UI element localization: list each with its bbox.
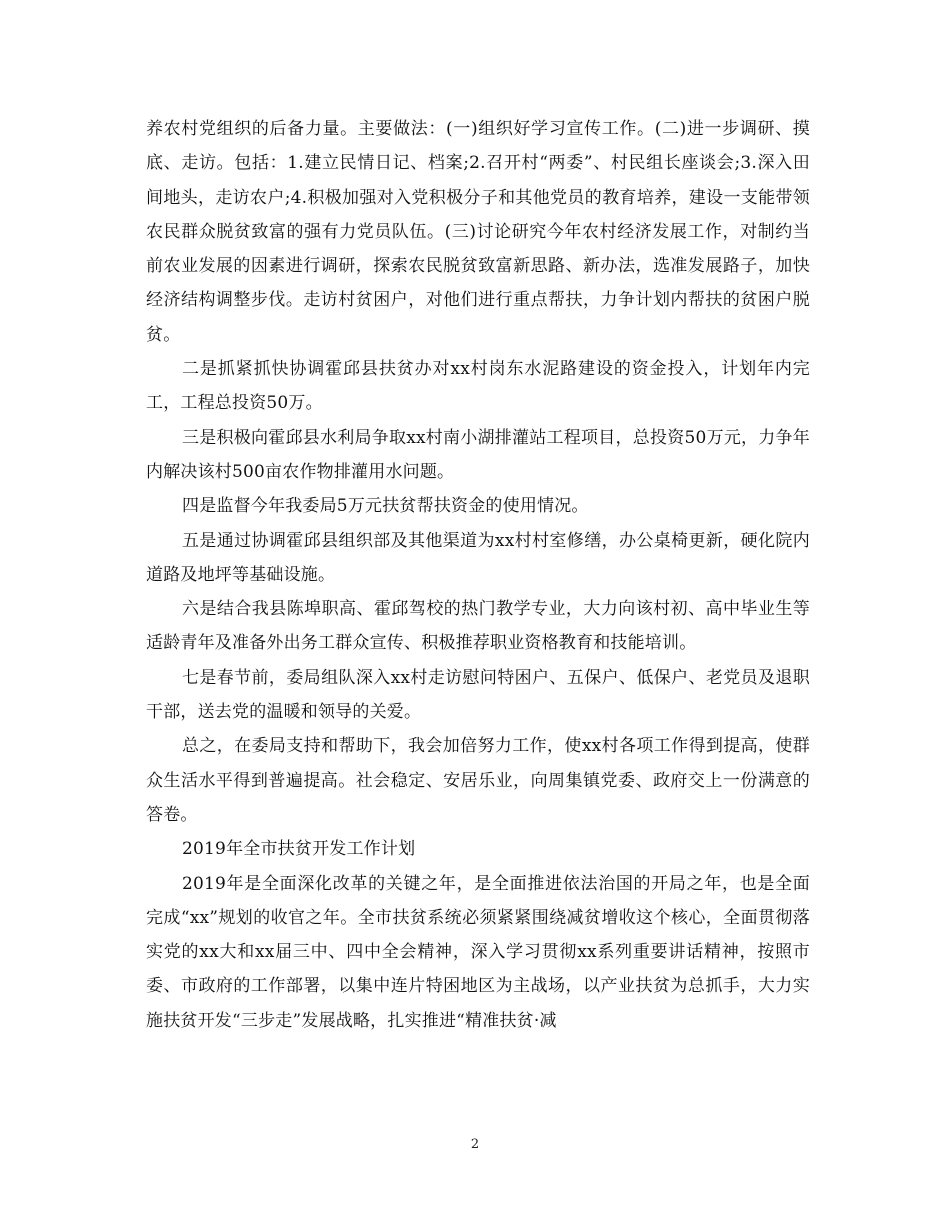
paragraph-item-two: 二是抓紧抓快协调霍邱县扶贫办对xx村岗东水泥路建设的资金投入，计划年内完工，工程总投资50万。 bbox=[146, 359, 810, 414]
section-heading: 2019年全市扶贫开发工作计划 bbox=[182, 839, 416, 860]
paragraph-plan-intro: 2019年是全面深化改革的关键之年，是全面推进依法治国的开局之年，也是全面完成“xx”规划的收官之年。全市扶贫系统必须紧紧围绕减贫增收这个核心，全面贯彻落实党的xx大和xx届三中、四中全会精神，深入学习贯彻xx系列重要讲话精神，按照市委、市政府的工作部署，以集中连片特困地区为主战场，以产业扶贫为总抓手，大力实施扶贫开发“三步走”发展战略，扎实推进“精准扶贫·减 bbox=[146, 873, 810, 1031]
paragraph-item-seven: 七是春节前，委局组队深入xx村走访慰问特困户、五保户、低保户、老党员及退职干部，送去党的温暖和领导的关爱。 bbox=[146, 667, 810, 723]
paragraph-item-three: 三是积极向霍邱县水利局争取xx村南小湖排灌站工程项目，总投资50万元，力争年内解决该村500亩农作物排灌用水问题。 bbox=[146, 427, 810, 482]
page-number: 2 bbox=[470, 1137, 480, 1152]
paragraph-continued: 养农村党组织的后备力量。主要做法：(一)组织好学习宣传工作。(二)进一步调研、摸底、走访。包括：1.建立民情日记、档案;2.召开村“两委”、村民组长座谈会;3.深入田间地头，走访农户;4.积极加强对入党积极分子和其他党员的教育培养，建设一支能带领农民群众脱贫致富的强有力党员队伍。(三)讨论研究今年农村经济发展工作，对制约当前农业发展的因素进行调研，探索农民脱贫致富新思路、新办法，选准发展路子，加快经济结构调整步伐。走访村贫困户，对他们进行重点帮扶，力争计划内帮扶的贫困户脱贫。 bbox=[146, 119, 810, 345]
paragraph-item-five: 五是通过协调霍邱县组织部及其他渠道为xx村村室修缮，办公桌椅更新，硬化院内道路及地坪等基础设施。 bbox=[146, 530, 810, 585]
document-body bbox=[146, 112, 810, 1038]
paragraph-item-four: 四是监督今年我委局5万元扶贫帮扶资金的使用情况。 bbox=[182, 496, 589, 517]
paragraph-item-six: 六是结合我县陈埠职高、霍邱驾校的热门教学专业，大力向该村初、高中毕业生等适龄青年及准备外出务工群众宣传、积极推荐职业资格教育和技能培训。 bbox=[146, 599, 810, 654]
paragraph-conclusion: 总之，在委局支持和帮助下，我会加倍努力工作，使xx村各项工作得到提高，使群众生活水平得到普遍提高。社会稳定、安居乐业，向周集镇党委、政府交上一份满意的答卷。 bbox=[146, 736, 810, 825]
